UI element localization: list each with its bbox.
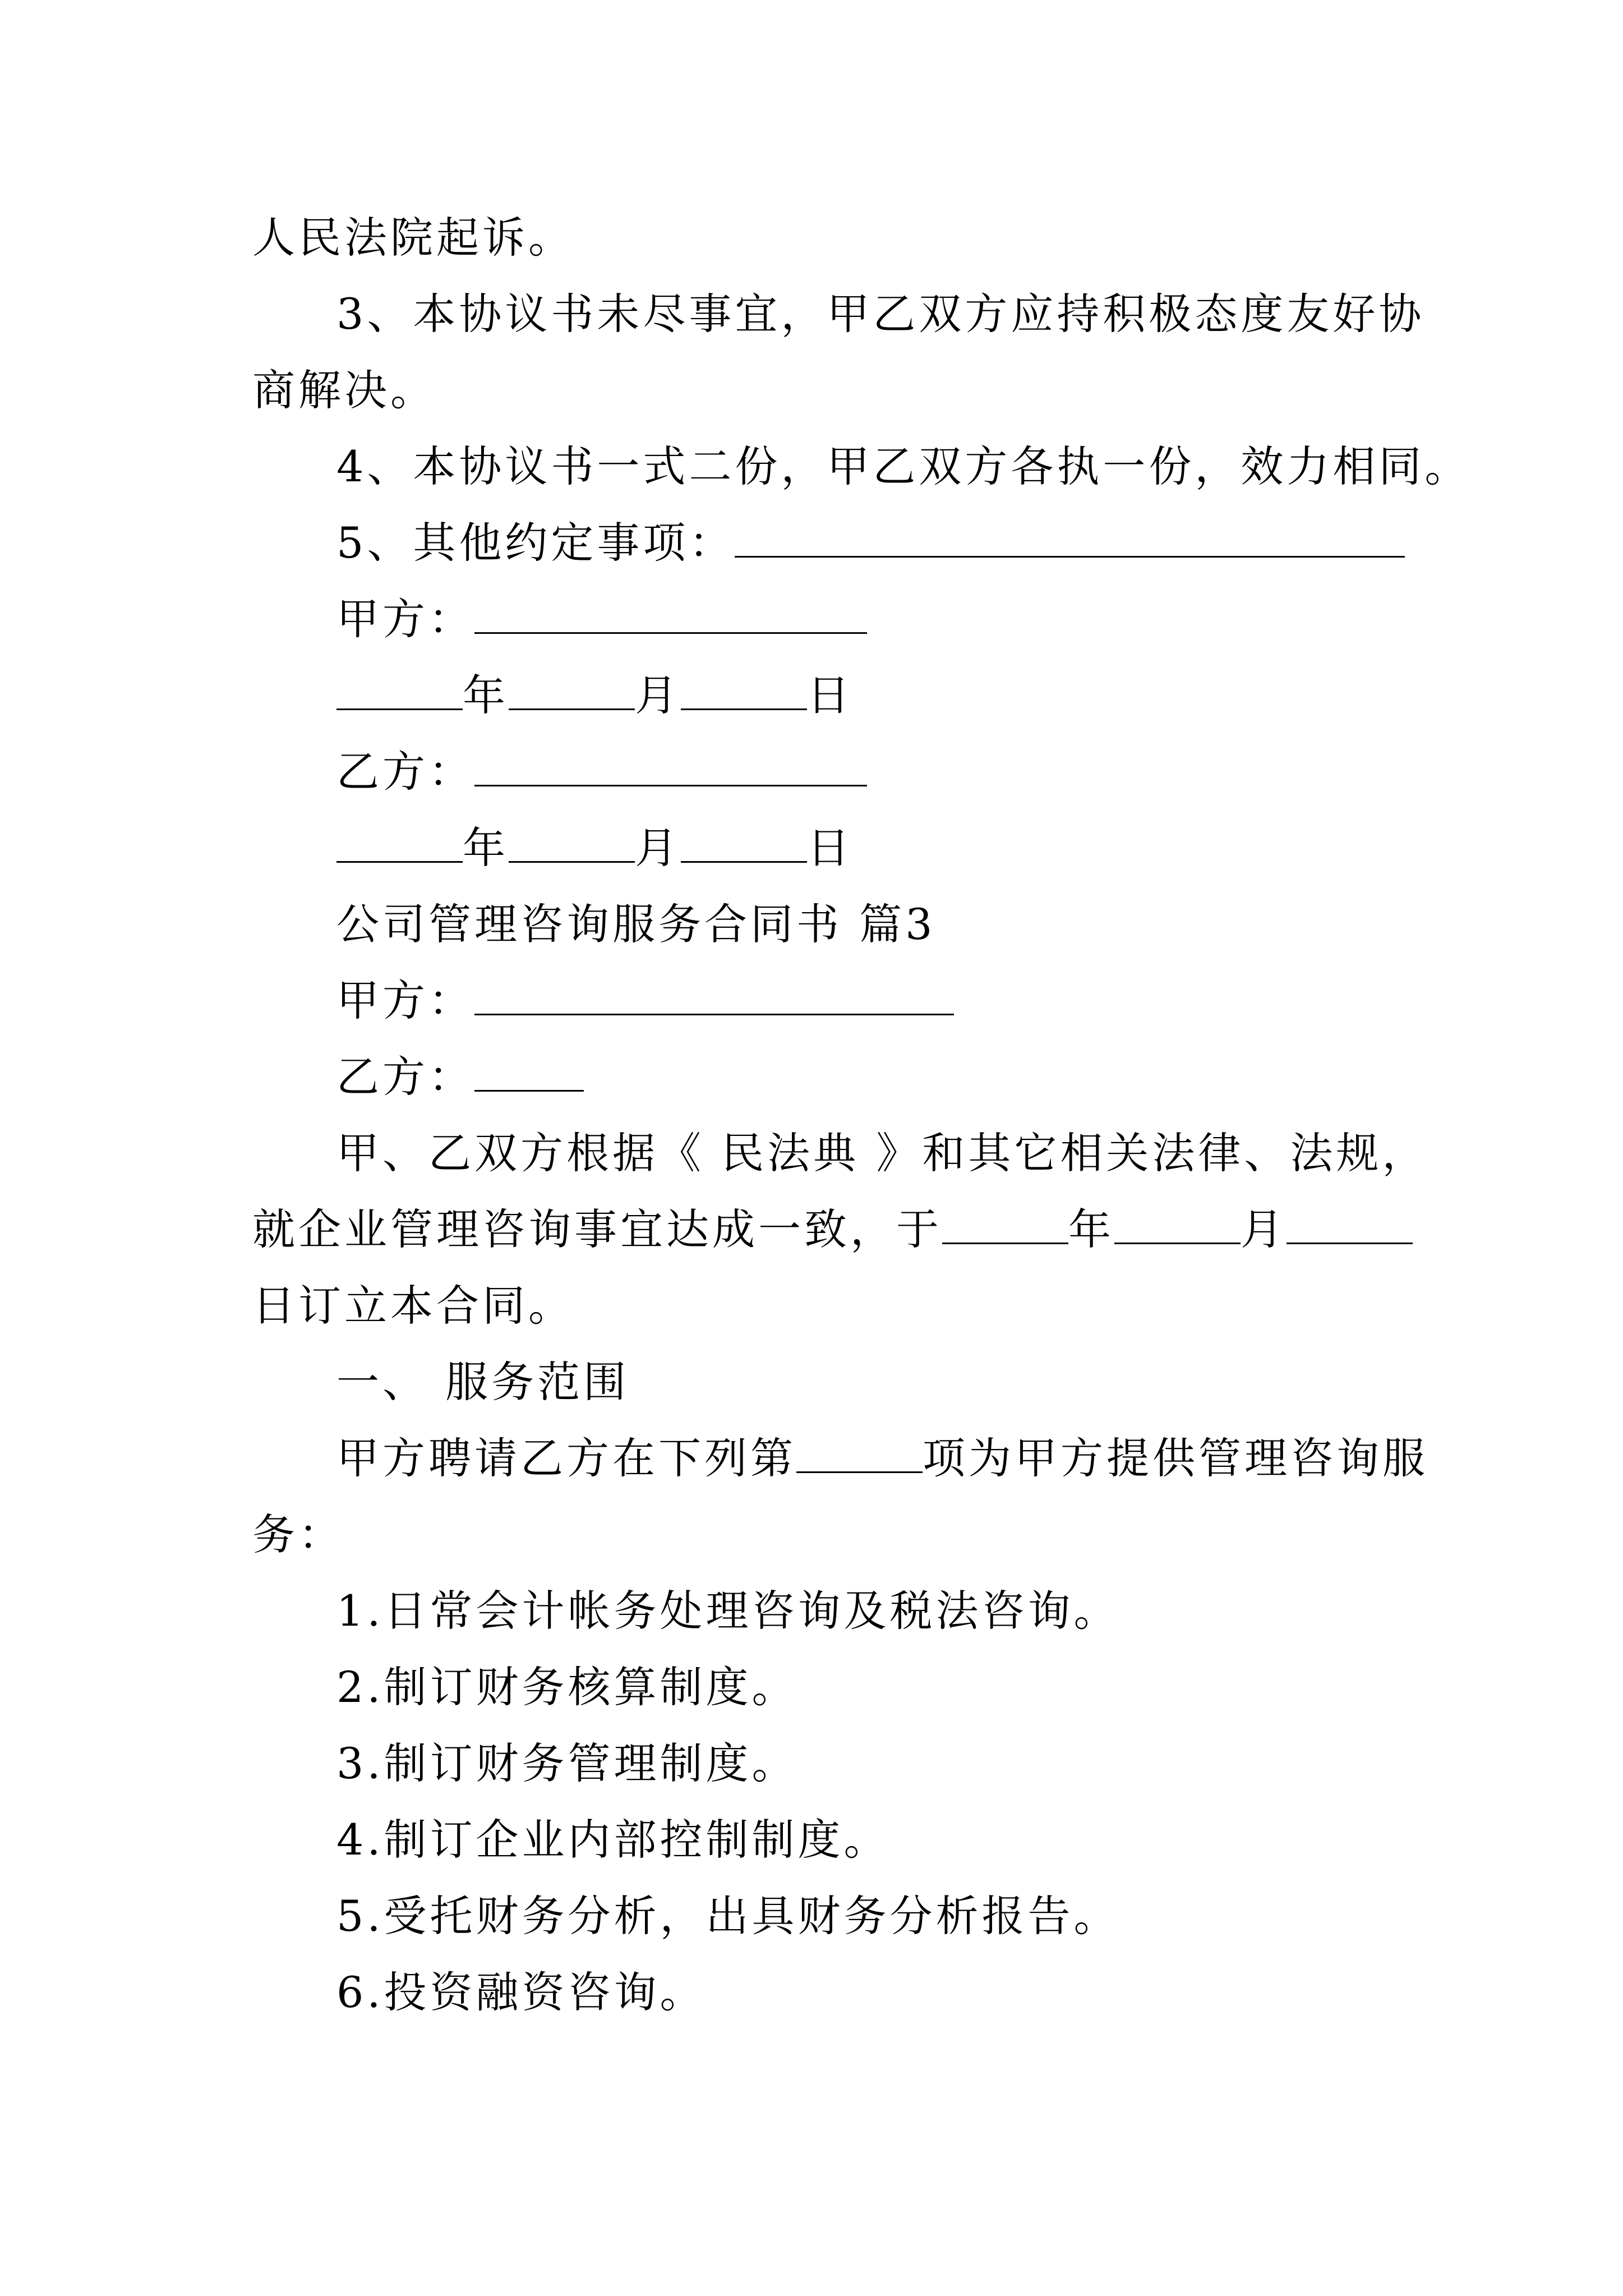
sign-party-b-label: 乙方： xyxy=(336,747,474,797)
intro-day-blank[interactable] xyxy=(1287,1202,1413,1244)
date-b-year-blank[interactable] xyxy=(336,821,463,863)
scope-line-2: 务： xyxy=(252,1510,344,1559)
intro-month-label: 月 xyxy=(1241,1204,1287,1254)
scope-line-1 xyxy=(336,1430,1428,1487)
list-item: 1.日常会计帐务处理咨询及税法咨询。 xyxy=(336,1586,1120,1636)
sign-date-a xyxy=(336,668,853,724)
list-item: 2.制订财务核算制度。 xyxy=(336,1662,798,1712)
intro-year-label: 年 xyxy=(1068,1204,1114,1254)
paragraph-court: 人民法院起诉。 xyxy=(252,213,574,263)
other-terms-blank[interactable] xyxy=(735,516,1405,558)
date-a-year-blank[interactable] xyxy=(336,668,463,710)
date-a-day-label: 日 xyxy=(807,670,853,720)
date-a-month-blank[interactable] xyxy=(509,668,635,710)
contract-party-b-label: 乙方： xyxy=(336,1052,474,1102)
list-item: 4.制订企业内部控制制度。 xyxy=(336,1815,890,1865)
date-b-year-label: 年 xyxy=(463,823,509,873)
sign-party-a-label: 甲方： xyxy=(336,594,474,644)
clause-5 xyxy=(336,515,1405,571)
date-b-month-label: 月 xyxy=(635,823,681,873)
intro-line-1: 甲、乙双方根据《 民法典 》和其它相关法律、法规， xyxy=(336,1128,1428,1178)
intro-line-2 xyxy=(252,1202,1413,1258)
sign-party-b-blank[interactable] xyxy=(474,744,867,786)
clause-3-line-1: 3、本协议书未尽事宜，甲乙双方应持积极态度友好协 xyxy=(336,289,1425,339)
contract-party-b xyxy=(336,1049,584,1105)
date-b-day-blank[interactable] xyxy=(681,821,807,863)
sign-party-a-blank[interactable] xyxy=(474,592,867,634)
date-b-day-label: 日 xyxy=(807,823,853,873)
clause-3-line-2: 商解决。 xyxy=(252,365,436,415)
intro-line-2-text: 就企业管理咨询事宜达成一致，于 xyxy=(252,1204,942,1254)
sign-party-b xyxy=(336,744,867,800)
sign-party-a xyxy=(336,591,867,647)
contract-party-a xyxy=(336,973,954,1029)
clause-5-label: 5、其他约定事项： xyxy=(336,518,735,568)
heading-scope: 一、 服务范围 xyxy=(336,1357,630,1407)
date-a-month-label: 月 xyxy=(635,670,681,720)
scope-item-blank[interactable] xyxy=(796,1431,923,1473)
sign-date-b xyxy=(336,820,853,876)
date-a-year-label: 年 xyxy=(463,670,509,720)
date-a-day-blank[interactable] xyxy=(681,668,807,710)
contract-party-a-blank[interactable] xyxy=(474,973,954,1015)
scope-line-1-a: 甲方聘请乙方在下列第 xyxy=(336,1433,796,1483)
clause-4: 4、本协议书一式二份，甲乙双方各执一份，效力相同。 xyxy=(336,441,1471,491)
date-b-month-blank[interactable] xyxy=(509,821,635,863)
list-item: 6.投资融资咨询。 xyxy=(336,1967,706,2017)
list-item: 3.制订财务管理制度。 xyxy=(336,1738,798,1788)
contract-party-a-label: 甲方： xyxy=(336,976,474,1025)
intro-year-blank[interactable] xyxy=(942,1202,1068,1244)
intro-month-blank[interactable] xyxy=(1114,1202,1241,1244)
contract-party-b-blank[interactable] xyxy=(474,1050,584,1092)
list-item: 5.受托财务分析，出具财务分析报告。 xyxy=(336,1891,1120,1941)
scope-line-1-b: 项为甲方提供管理咨询服 xyxy=(923,1433,1428,1483)
section-title: 公司管理咨询服务合同书 篇3 xyxy=(336,899,936,949)
intro-line-3: 日订立本合同。 xyxy=(252,1281,574,1331)
